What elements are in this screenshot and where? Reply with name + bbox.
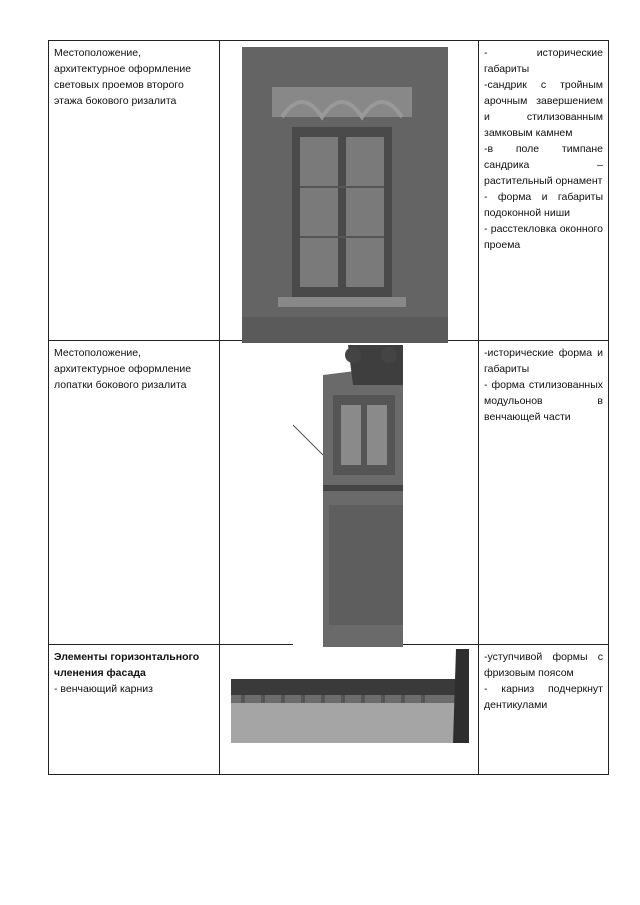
table-row <box>49 341 609 645</box>
label-line: Местоположение, <box>54 347 142 359</box>
characteristic-item: - форма и габариты подоконной ниши <box>484 191 603 219</box>
characteristic-item: - расстекловка оконного проема <box>484 223 603 251</box>
label-line: световых проемов второго <box>54 79 184 91</box>
element-label-cell <box>49 41 220 341</box>
photo-cell <box>220 41 479 341</box>
characteristic-item: - форма стилизованных модульонов в венчающей части <box>484 379 603 423</box>
characteristic-item: -уступчивой формы с фризовым поясом <box>484 651 603 679</box>
table-row <box>49 645 609 775</box>
characteristic-item: -в поле тимпане сандрика – растительный орнамент <box>484 143 603 187</box>
label-line: членения фасада <box>54 667 146 679</box>
label-line: лопатки бокового ризалита <box>54 379 187 391</box>
table-row <box>49 41 609 341</box>
photo-cell <box>220 645 479 775</box>
characteristics-cell <box>479 341 609 645</box>
cornice-photo <box>231 649 469 749</box>
label-line: Элементы горизонтального <box>54 651 200 663</box>
photo-cell <box>220 341 479 645</box>
characteristic-item: -исторические форма и габариты <box>484 347 603 375</box>
label-line: архитектурное оформление <box>54 63 192 75</box>
heritage-elements-table <box>48 40 609 775</box>
characteristic-item: -сандрик с тройным арочным завершением и стилизованным замковым камнем <box>484 79 603 139</box>
characteristic-item: - карниз подчеркнут дентикулами <box>484 683 603 711</box>
element-label-cell <box>49 341 220 645</box>
characteristic-item: - исторические габариты <box>484 47 603 75</box>
window-facade-photo <box>242 47 448 343</box>
label-line: архитектурное оформление <box>54 363 192 375</box>
characteristics-cell <box>479 41 609 341</box>
label-line: Местоположение, <box>54 47 142 59</box>
label-line: этажа бокового ризалита <box>54 95 177 107</box>
element-label-cell <box>49 645 220 775</box>
characteristics-cell <box>479 645 609 775</box>
label-line: - венчающий карниз <box>54 683 153 695</box>
pilaster-photo <box>293 345 403 647</box>
